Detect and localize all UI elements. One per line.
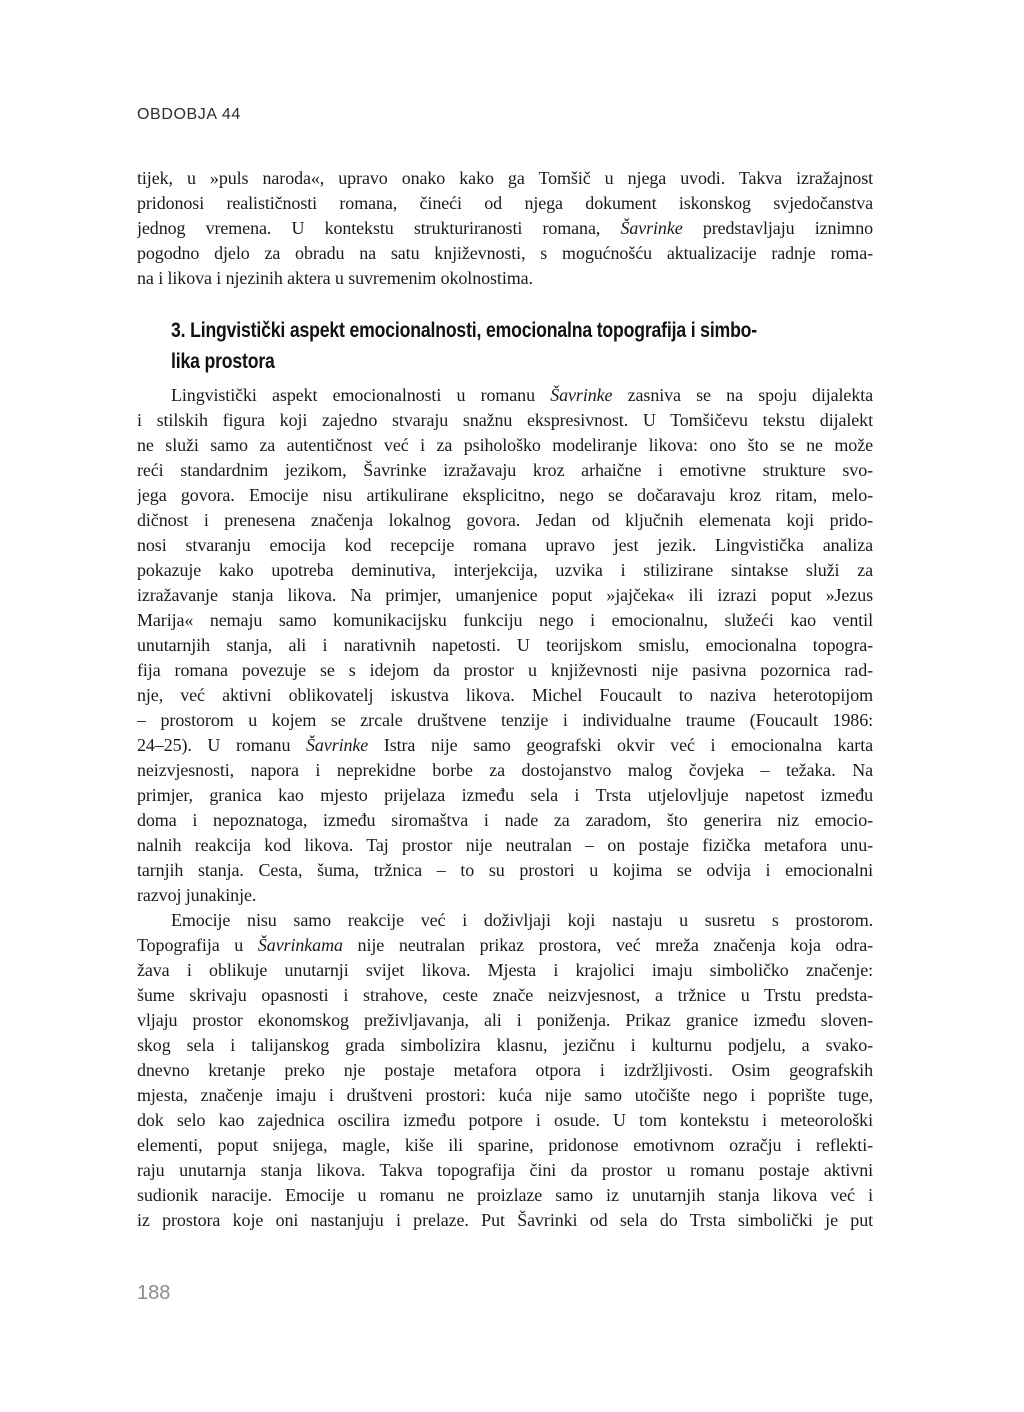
text-line: vljaju prostor ekonomskog preživljavanja, ali i poniženja. Prikaz granice između sloven- <box>137 1010 873 1030</box>
text-line: neizvjesnosti, napora i neprekidne borbe za dostojanstvo malog čovjeka – težaka. Na <box>137 760 873 780</box>
text-line: tarnjih stanja. Cesta, šuma, tržnica – to su prostori u kojima se odvija i emocionalni <box>137 860 873 880</box>
paragraph <box>137 166 873 291</box>
text-line: jednog vremena. U kontekstu strukturiranosti romana, Šavrinke predstavljaju iznimno <box>137 218 873 238</box>
text-line: iz prostora koje oni nastanjuju i prelaze. Put Šavrinki od sela do Trsta simbolički je put <box>137 1210 873 1230</box>
text-line: unutarnjih stanja, ali i narativnih napetosti. U teorijskom smislu, emocionalna topogra- <box>137 635 873 655</box>
text-line: Marija« nemaju samo komunikacijsku funkciju nego i emocionalnu, služeći kao ventil <box>137 610 873 630</box>
text-line: nje, već aktivni oblikovatelj iskustva likova. Michel Foucault to naziva heterotopijom <box>137 685 873 705</box>
text-line: skog sela i talijanskog grada simbolizira klasnu, jezičnu i kulturnu podjelu, a svako- <box>137 1035 873 1055</box>
text-line: i stilskih figura koji zajedno stvaraju snažnu ekspresivnost. U Tomšičevu tekstu dijalekt <box>137 410 873 430</box>
text-line: dnevno kretanje preko nje postaje metafora otpora i izdržljivosti. Osim geografskih <box>137 1060 873 1080</box>
paragraph <box>137 908 873 1233</box>
text-line: raju unutarnja stanja likova. Takva topografija čini da prostor u romanu postaje aktivni <box>137 1160 873 1180</box>
text-line: Lingvistički aspekt emocionalnosti u romanu Šavrinke zasniva se na spoju dijalekta <box>171 385 873 405</box>
text-line: elementi, poput snijega, magle, kiše ili sparine, pridonose emotivnom ozračju i reflekti- <box>137 1135 873 1155</box>
section-heading <box>137 315 873 377</box>
text-line: fija romana povezuje se s idejom da prostor u književnosti nije pasivna pozornica rad- <box>137 660 873 680</box>
text-line: reći standardnim jezikom, Šavrinke izražavaju kroz arhaične i emotivne strukture svo- <box>137 460 873 480</box>
text-line: ne služi samo za autentičnost već i za psihološko modeliranje likova: ono što se ne može <box>137 435 873 455</box>
text-line: pogodno djelo za obradu na satu književnosti, s mogućnošću aktualizacije radnje roma- <box>137 243 873 263</box>
text-line: dok selo kao zajednica oscilira između potpore i osude. U tom kontekstu i meteorološki <box>137 1110 873 1130</box>
text-line: žava i oblikuje unutarnji svijet likova. Mjesta i krajolici imaju simboličko značenje: <box>137 960 873 980</box>
text-line: izražavanje stanja likova. Na primjer, umanjenice poput »jajčeka« ili izrazi poput »Jezus <box>137 585 873 605</box>
document-body <box>137 166 873 1233</box>
running-header: OBDOBJA 44 <box>137 106 241 123</box>
text-line: pridonosi realističnosti romana, čineći od njega dokument iskonskog svjedočanstva <box>137 193 873 213</box>
text-line: dičnost i prenesena značenja lokalnog govora. Jedan od ključnih elemenata koji prido- <box>137 510 873 530</box>
paragraph <box>137 383 873 908</box>
heading-line: lika prostora <box>171 350 275 373</box>
text-line: nalnih reakcija kod likova. Taj prostor nije neutralan – on postaje fizička metafora unu- <box>137 835 873 855</box>
text-line: Emocije nisu samo reakcije već i doživljaji koji nastaju u susretu s prostorom. <box>171 910 873 930</box>
text-line: doma i nepoznatoga, između siromaštva i nade za zaradom, što generira niz emocio- <box>137 810 873 830</box>
text-line: 24–25). U romanu Šavrinke Istra nije samo geografski okvir već i emocionalna karta <box>137 735 873 755</box>
text-line: nosi stvaranju emocija kod recepcije romana upravo jest jezik. Lingvistička analiza <box>137 535 873 555</box>
page-number: 188 <box>137 1282 171 1304</box>
text-line: pokazuje kako upotreba deminutiva, interjekcija, uzvika i stilizirane sintakse služi za <box>137 560 873 580</box>
text-line: razvoj junakinje. <box>137 885 257 905</box>
text-line: Topografija u Šavrinkama nije neutralan prikaz prostora, već mreža značenja koja odra- <box>137 935 873 955</box>
text-line: – prostorom u kojem se zrcale društvene tenzije i individualne traume (Foucault 1986: <box>137 710 873 730</box>
text-line: mjesta, značenje imaju i društveni prostori: kuća nije samo utočište nego i poprište tuge, <box>137 1085 873 1105</box>
text-line: šume skrivaju opasnosti i strahove, ceste znače neizvjesnost, a tržnice u Trstu predsta- <box>137 985 873 1005</box>
heading-line: 3. Lingvistički aspekt emocionalnosti, emocionalna topografija i simbo- <box>171 319 758 342</box>
text-line: jega govora. Emocije nisu artikulirane eksplicitno, nego se dočaravaju kroz ritam, melo- <box>137 485 873 505</box>
text-line: na i likova i njezinih aktera u suvremenim okolnostima. <box>137 268 533 288</box>
text-line: tijek, u »puls naroda«, upravo onako kako ga Tomšič u njega uvodi. Takva izražajnost <box>137 168 873 188</box>
text-line: primjer, granica kao mjesto prijelaza između sela i Trsta utjelovljuje napetost između <box>137 785 873 805</box>
text-line: sudionik naracije. Emocije u romanu ne proizlaze samo iz unutarnjih stanja likova već i <box>137 1185 873 1205</box>
